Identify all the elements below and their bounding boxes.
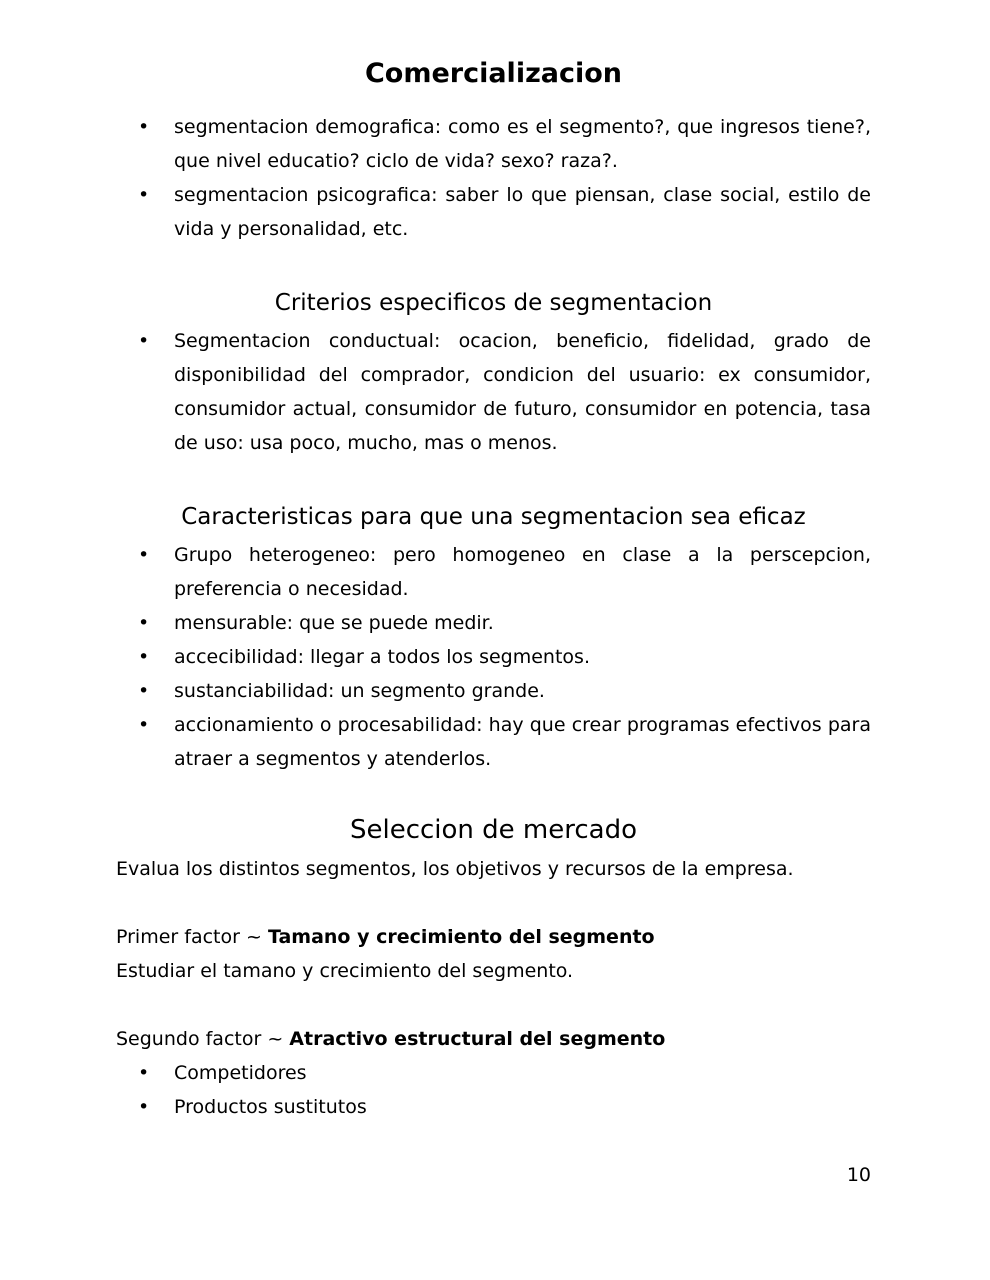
seleccion-intro: Evalua los distintos segmentos, los objetivos y recursos de la empresa.: [116, 858, 794, 880]
factor1-prefix: Primer factor ~: [116, 926, 268, 948]
list-item: • Productos sustitutos: [116, 1090, 871, 1124]
list-item: • sustanciabilidad: un segmento grande.: [116, 674, 871, 708]
criterios-heading: Criterios especificos de segmentacion: [274, 290, 713, 316]
factor2-name: Atractivo estructural del segmento: [289, 1028, 666, 1050]
list-item: • segmentacion demografica: como es el segmento?, que ingresos tiene?, que nivel educatio? ciclo de vida? sexo? raza?.: [116, 110, 871, 178]
list-item: • accecibilidad: llegar a todos los segmentos.: [116, 640, 871, 674]
factor2-line: [116, 1022, 871, 1056]
caracteristicas-heading: Caracteristicas para que una segmentacion sea eficaz: [181, 504, 806, 530]
seleccion-heading: Seleccion de mercado: [349, 815, 638, 845]
caracteristicas-bullet-list: [116, 538, 871, 776]
list-item: • Grupo heterogeneo: pero homogeneo en clase a la perscepcion, preferencia o necesidad.: [116, 538, 871, 606]
factor1-line: [116, 920, 871, 954]
page-title: Comercializacion: [364, 58, 623, 89]
document-page: [116, 56, 871, 1124]
list-item: • mensurable: que se puede medir.: [116, 606, 871, 640]
page-number: 10: [846, 1164, 871, 1186]
factor2-prefix: Segundo factor ~: [116, 1028, 290, 1050]
criterios-bullet-list: [116, 324, 871, 460]
list-item: • Competidores: [116, 1056, 871, 1090]
list-item: • segmentacion psicografica: saber lo que piensan, clase social, estilo de vida y personalidad, etc.: [116, 178, 871, 246]
factor1-name: Tamano y crecimiento del segmento: [267, 926, 655, 948]
intro-bullet-list: [116, 110, 871, 246]
factor1-text: Estudiar el tamano y crecimiento del segmento.: [116, 960, 574, 982]
list-item: • accionamiento o procesabilidad: hay que crear programas efectivos para atraer a segmentos y atenderlos.: [116, 708, 871, 776]
factor2-bullet-list: [116, 1056, 871, 1124]
list-item: • Segmentacion conductual: ocacion, beneficio, fidelidad, grado de disponibilidad del comprador, condicion del usuario: ex consumidor, consumidor actual, consumidor de futuro, consumidor en potencia, tasa de uso: usa poco, mucho, mas o menos.: [116, 324, 871, 460]
